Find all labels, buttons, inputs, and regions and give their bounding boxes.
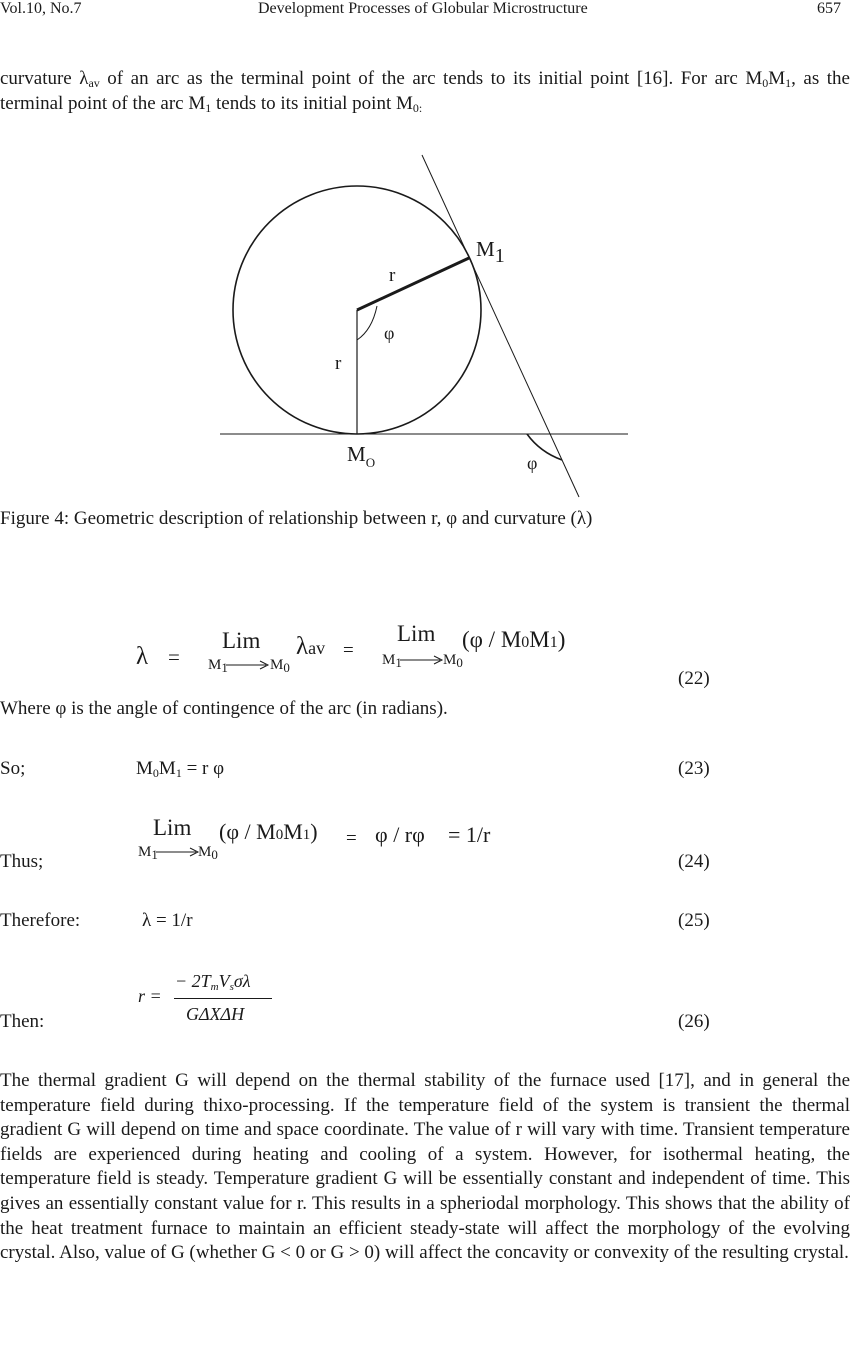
figure-4-diagram [0, 140, 852, 500]
label-m0: $M_O$ [347, 442, 376, 470]
limit-arrow [226, 660, 272, 670]
limit-arrow [400, 655, 446, 665]
header-volume: Vol.10, No.7 [0, 0, 82, 17]
label-m1: M1 [476, 237, 505, 267]
label-r-left: r [335, 353, 342, 374]
angle-arc-center [357, 306, 377, 340]
header-page-number: 657 [817, 0, 841, 17]
intro-paragraph: curvature $\lambda_{av}$ of an arc as the terminal point of the arc tends to its initial point [16]. For arc $M_0M_1$, as the terminal point of the arc $M_1$ tends to its initial point $M_{0:}$ [0, 68, 850, 115]
tangent-line [422, 155, 579, 497]
figure-caption: Figure 4: Geometric description of relationship between r, φ and curvature (λ) [0, 508, 593, 529]
fraction-bar [174, 998, 272, 999]
limit-arrow [156, 847, 202, 857]
label-phi-corner: φ [527, 453, 538, 473]
header-title: Development Processes of Globular Microstructure [258, 0, 588, 17]
body-paragraph: The thermal gradient G will depend on the thermal stability of the furnace used [17], and in general the temperature field during thixo-processing. If the temperature field of the system is transient the thermal gradient G will depend on time and space coordinate. The value of r will vary with time. Transient temperature fields are experienced during heating and cooling of a system. However, for isothermal heating, the temperature field is steady. Temperature gradient G will be essentially constant and independent of time. This gives an essentially constant value for r. This results in a spheriodal morphology. This shows that the ability of the heat treatment furnace to maintain an efficient steady-state will affect the morphology of the evolving crystal. Also, value of G (whether G < 0 or G > 0) will affect the concavity or convexity of the resulting crystal. [0, 1070, 850, 1264]
label-phi-center: φ [384, 323, 395, 343]
where-line: Where φ is the angle of contingence of the arc (in radians). [0, 698, 448, 719]
label-r-top: r [389, 265, 396, 286]
radius-to-m1 [357, 258, 469, 310]
